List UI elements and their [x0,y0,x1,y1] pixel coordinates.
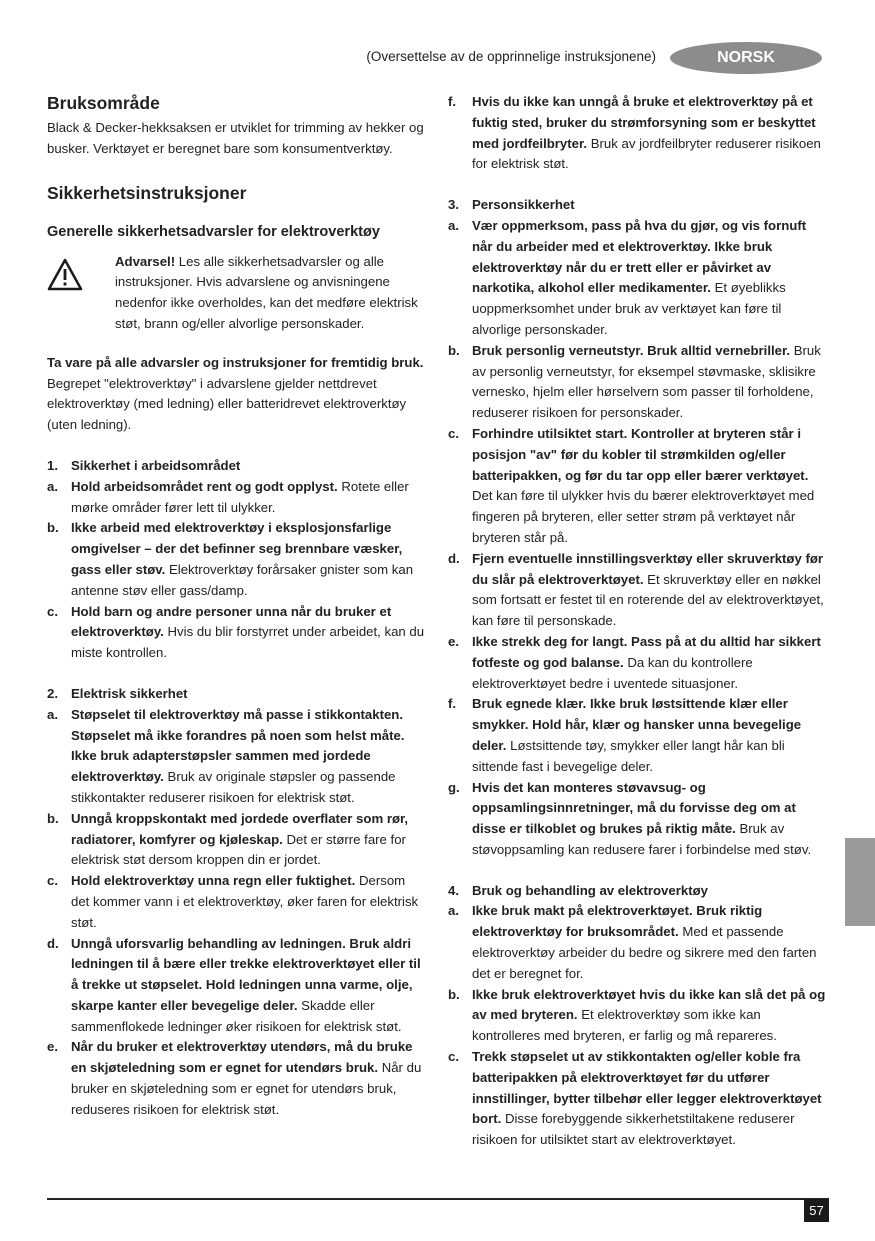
list-item: a. Ikke bruk makt på elektroverktøyet. Bruk riktig elektroverktøy for bruksområdet. Med et passende elektroverktøy arbeider du bedre og sikrere med den farten det er beregnet for. [448,903,817,981]
list-item: b. Ikke bruk elektroverktøyet hvis du ikke kan slå det på og av med bryteren. Et elektroverktøy som ikke kan kontrolleres med bryteren, er farlig og må repareres. [448,986,826,1044]
left-column [47,92,427,1121]
list-item: a. Hold arbeidsområdet rent og godt opplyst. Rotete eller mørke områder fører lett til ulykker. [47,478,409,515]
list-item: c. Trekk støpselet ut av stikkontakten og/eller koble fra batteripakken på elektroverktøyet før du utfører innstillinger, bytter tilbehør eller legger elektroverktøyet bort. Disse forebyggende sikkerhetstiltakene reduserer risikoen for utilsiktet start av elektroverktøyet. [448,1049,822,1148]
list-item: c. Hold barn og andre personer unna når du bruker et elektroverktøy. Hvis du blir forstyrret under arbeidet, kan du miste kontrollen. [47,603,425,661]
section-3-heading: 3. Personsikkerhet [448,197,575,213]
right-column [448,92,828,1151]
language-badge: NORSK [670,42,822,74]
list-item: e. Når du bruker et elektroverktøy utendørs, må du bruke en skjøteledning som er egnet for utendørs bruk. Når du bruker en skjøteledning som er egnet for utendørs bruk, reduseres risikoen for elektrisk støt. [47,1039,422,1117]
list-item: d. Unngå uforsvarlig behandling av ledningen. Bruk aldri ledningen til å bære eller trekke elektroverktøyet eller til å trekke ut støpselet. Hold ledningen unna varme, olje, skarpe kanter eller bevegelige deler. Skadde eller sammenflokede ledninger øker risikoen for elektrisk støt. [47,935,421,1034]
list-item: b. Bruk personlig verneutstyr. Bruk alltid vernebriller. Bruk av personlig verneutstyr, for eksempel støvmaske, sklisikre vernesko, hjelm eller hørselvern som passer til forholdene, reduserer risikoen for personskader. [448,342,821,421]
list-item: c. Forhindre utilsiktet start. Kontroller at bryteren står i posisjon "av" før du kobler til strømkilden og/eller batteripakken, og før du tar opp eller bærer verktøyet. Det kan føre til ulykker hvis du bærer elektroverktøyet med fingeren på bryteren, eller setter strøm på verktøyet når bryteren står på. [448,425,815,545]
list-item: d. Fjern eventuelle innstillingsverktøy eller skruverktøy før du slår på elektroverktøyet. Et skruverktøy eller en nøkkel som fortsatt er festet til en roterende del av elektroverktøyet, kan føre til personskade. [448,550,824,629]
list-item: e. Ikke strekk deg for langt. Pass på at du alltid har sikkert fotfeste og god balanse. Da kan du kontrollere elektroverktøyet bedre i uventede situasjoner. [448,633,821,691]
general-warnings-heading: Generelle sikkerhetsadvarsler for elektroverktøy [47,223,380,240]
intended-use-heading: Bruksområde [47,93,160,113]
section-2-heading: 2. Elektrisk sikkerhet [47,685,188,701]
section-1-heading: 1. Sikkerhet i arbeidsområdet [47,457,241,473]
warning-block [47,252,427,335]
list-item: c. Hold elektroverktøy unna regn eller fuktighet. Dersom det kommer vann i et elektroverktøy, øker faren for elektrisk støt. [47,873,419,930]
warning-triangle-icon [47,252,115,335]
translation-note: (Oversettelse av de opprinnelige instruksjonene) [366,49,656,64]
list-item: a. Støpselet til elektroverktøy må passe i stikkontakten. Støpselet må ikke forandres på noen som helst måte. Ikke bruk adapterstøpsler sammen med jordede elektroverktøy. Bruk av originale støpsler og passende stikkontakter reduserer risikoen for elektrisk støt. [47,706,405,805]
safety-heading: Sikkerhetsinstruksjoner [47,182,247,203]
warning-text: Advarsel! Les alle sikkerhetsadvarsler og alle instruksjoner. Hvis advarslene og anvisningene nedenfor ikke overholdes, kan det medføre elektrisk støt, brann og/eller alvorlige personskader. [115,253,418,331]
list-item: a. Vær oppmerksom, pass på hva du gjør, og vis fornuft når du arbeider med et elektroverktøy. Ikke bruk elektroverktøy når du er trett eller er påvirket av narkotika, alkohol eller medikamenter. Et øyeblikks uoppmerksomhet under bruk av verktøyet kan føre til alvorlige personskader. [448,217,807,337]
page-number: 57 [804,1199,829,1222]
section-side-tab [845,838,875,926]
list-item: f. Hvis du ikke kan unngå å bruke et elektroverktøy på et fuktig sted, bruker du strømforsyning som er beskyttet med jordfeilbryter. Bruk av jordfeilbryter reduserer risikoen for elektrisk støt. [448,94,821,172]
section-4-heading: 4. Bruk og behandling av elektroverktøy [448,882,708,898]
list-item: g. Hvis det kan monteres støvavsug- og oppsamlingsinnretninger, må du forvisse deg om at disse er tilkoblet og brukes på riktig måte. Bruk av støvoppsamling kan redusere farer i forbindelse med støv. [448,779,812,857]
list-item: f. Bruk egnede klær. Ikke bruk løstsittende klær eller smykker. Hold hår, klær og hansker unna bevegelige deler. Løstsittende tøy, smykker eller langt hår kan bli sittende fast i bevegelige deler. [448,696,802,774]
footer-rule [47,1198,829,1200]
intended-use-text: Black & Decker-hekksaksen er utviklet for trimming av hekker og busker. Verktøyet er beregnet bare som konsumentverktøy. [47,120,424,156]
list-item: b. Ikke arbeid med elektroverktøy i eksplosjonsfarlige omgivelser – der det befinner seg brennbare væsker, gass eller støv. Elektroverktøy forårsaker gnister som kan antenne støv eller gass/damp. [47,520,414,598]
keep-instructions-text: Ta vare på alle advarsler og instruksjoner for fremtidig bruk. Begrepet "elektroverktøy" i advarslene gjelder nettdrevet elektroverktøy (med ledning) eller batteridrevet elektroverktøy (uten ledning). [47,354,424,433]
list-item: b. Unngå kroppskontakt med jordede overflater som rør, radiatorer, komfyrer og kjøleskap. Det er større fare for elektrisk støt dersom kroppen din er jordet. [47,810,409,868]
